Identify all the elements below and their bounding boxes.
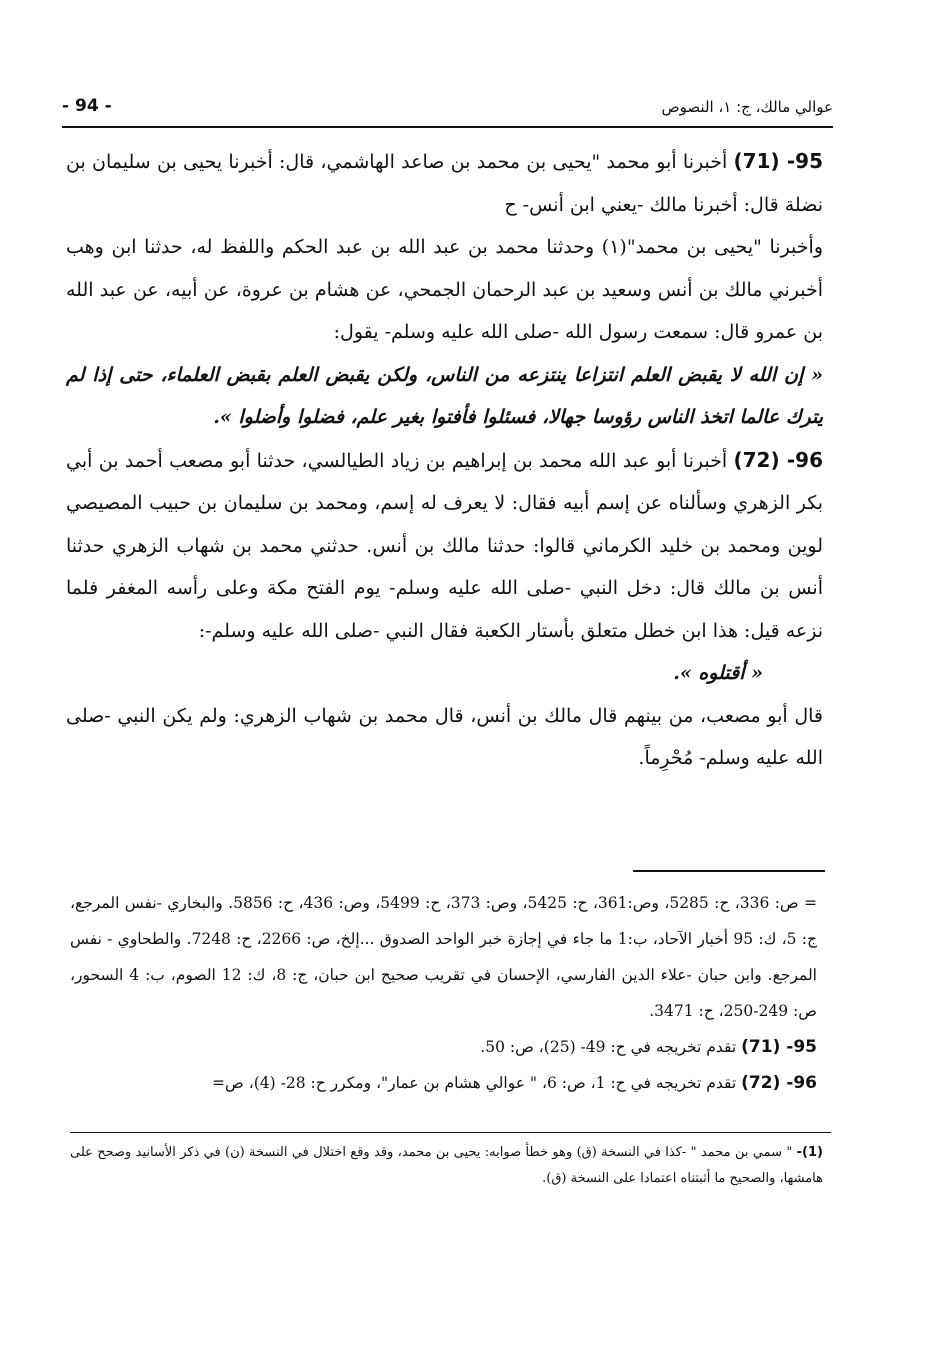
running-title: عوالي مالك، ج: ١، النصوص — [661, 98, 833, 116]
isnad-text: أخبرنا أبو محمد "يحيى بن محمد بن صاعد الهاشمي، قال: أخبرنا يحيى بن سليمان بن نضلة قال: أخبرنا مالك -يعني ابن أنس- ح — [66, 151, 823, 216]
main-text — [66, 140, 823, 780]
page-number: - 94 - — [62, 96, 112, 116]
note-95 — [70, 1029, 817, 1065]
hadith-number: 95- (71) — [733, 149, 824, 173]
header-rule — [62, 126, 833, 128]
hadith-number: 96- (72) — [733, 447, 823, 472]
note-number: 96- (72) — [741, 1073, 817, 1093]
hadith-95-matn: « إن الله لا يقبض العلم انتزاعا ينتزعه من الناس، ولكن يقبض العلم بقبض العلماء، حتى إذا لم يترك عالما اتخذ الناس رؤوسا جهالا، فسئلوا فأفتوا بغير علم، فضلوا وأضلوا ». — [66, 363, 823, 428]
hadith-95-isnad-2 — [66, 226, 823, 354]
note-text: تقدم تخريجه في ح: 49- (25)، ص: 50. — [480, 1038, 737, 1056]
hadith-95-isnad-1 — [66, 140, 823, 226]
isnad-text: وأخبرنا "يحيى بن محمد"(١) وحدثنا محمد بن عبد الله بن عبد الحكم واللفظ له، حدثنا ابن وهب أخبرني مالك بن أنس وسعيد بن عبد الرحمان الجمحي، عن هشام بن عروة، عن أبيه، عن عبد الله بن عمرو قال: سمعت رسول الله -صلى الله عليه وسلم- يقول: — [66, 236, 823, 343]
note-number: 95- (71) — [741, 1037, 817, 1057]
footnote-1 — [70, 1140, 823, 1192]
note-text: تقدم تخريجه في ح: 1، ص: 6، " عوالي هشام بن عمار"، ومكرر ح: 28- (4)، ص= — [212, 1074, 737, 1092]
hadith-96-isnad — [66, 439, 823, 653]
footnote-marker: (1)- — [796, 1145, 823, 1160]
footnote — [70, 1140, 823, 1192]
footnote-text: " سمي بن محمد " -كذا في النسخة (ق) وهو خطأ صوابه: يحيى بن محمد، وقد وقع اختلال في النسخة (ن) في ذكر الأسانيد وصحح على هامشها، والصحيح ما أثبتناه اعتمادا على النسخة (ق). — [70, 1145, 823, 1186]
takhrij-notes — [70, 885, 817, 1101]
page-header — [62, 86, 833, 116]
hadith-96-matn: « أقتلوه ». — [673, 662, 763, 684]
notes-separator — [633, 870, 825, 872]
isnad-text: أخبرنا أبو عبد الله محمد بن إبراهيم بن زياد الطيالسي، حدثنا أبو مصعب أحمد بن أبي بكر الزهري وسألناه عن إسم أبيه فقال: لا يعرف له إسم، ومحمد بن سليمان بن حبيب المصيصي لوين ومحمد بن خليد الكرماني قالوا: حدثنا مالك بن أنس. حدثني محمد بن شهاب الزهري حدثنا أنس بن مالك قال: دخل النبي -صلى الله عليه وسلم- يوم الفتح مكة وعلى رأسه المغفر فلما نزعه قيل: هذا ابن خطل متعلق بأستار الكعبة فقال النبي -صلى الله عليه وسلم-: — [66, 449, 823, 642]
note-continuation: = ص: 336، ح: 5285، وص:361، ح: 5425، وص: 373، ح: 5499، وص: 436، ح: 5856. والبخاري -نفس المرجع، ج: 5، ك: 95 أخبار الآحاد، ب:1 ما جاء في إجازة خبر الواحد الصدوق ...إلخ، ص: 2266، ح: 7248. والطحاوي - نفس المرجع. وابن حبان -علاء الدين الفارسي، الإحسان في تقريب صحيح ابن حبان، ج: 8، ك: 12 الصوم، ب: 4 السحور، ص: 249-250، ح: 3471. — [70, 894, 818, 1020]
footnote-separator — [70, 1132, 831, 1133]
note-96 — [70, 1065, 817, 1101]
hadith-96-closing: قال أبو مصعب، من بينهم قال مالك بن أنس، قال محمد بن شهاب الزهري: ولم يكن النبي -صلى الله عليه وسلم- مُحْرِماً. — [66, 704, 823, 769]
